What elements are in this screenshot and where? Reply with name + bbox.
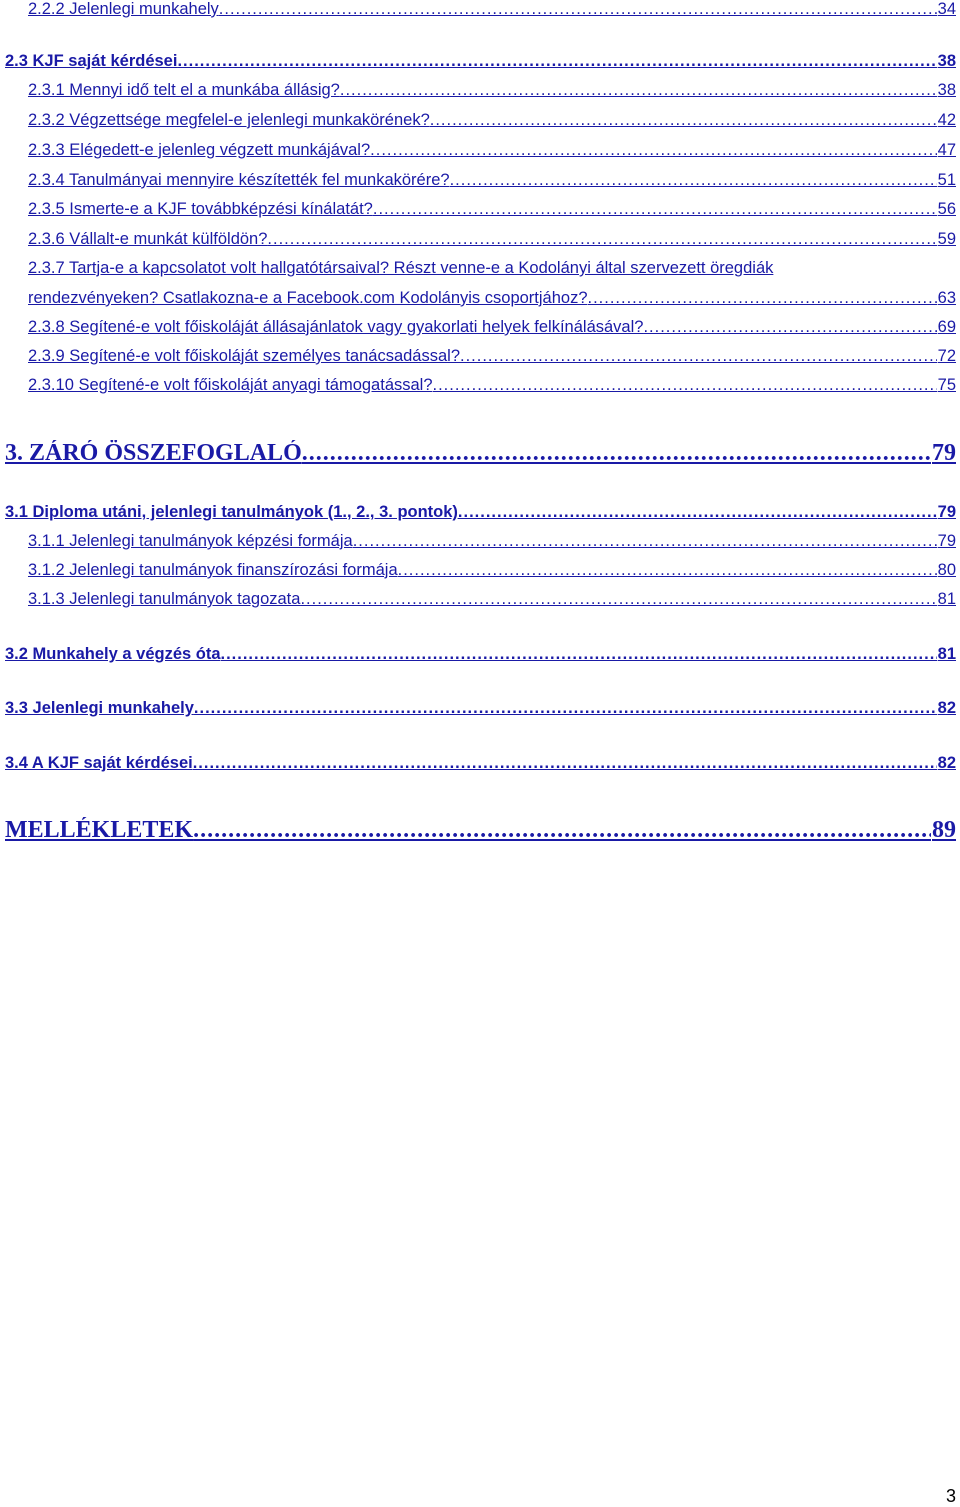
dot-leader [398, 561, 937, 580]
toc-entry-page: 38 [937, 52, 956, 70]
toc-entry-3-1-1[interactable] [28, 532, 956, 551]
toc-entry-mellekletek[interactable] [5, 817, 956, 844]
toc-entry-2-3-1[interactable] [28, 81, 956, 100]
dot-leader [193, 754, 937, 773]
toc-entry-3-3[interactable] [5, 699, 956, 718]
toc-entry-title: 2.3.8 Segítené-e volt főiskoláját állásajánlatok vagy gyakorlati helyek felkínálásával? [28, 318, 644, 336]
toc-entry-2-3-4[interactable] [28, 171, 956, 190]
toc-entry-title: 3.1.2 Jelenlegi tanulmányok finanszírozási formája [28, 561, 398, 579]
toc-entry-2-2-2[interactable] [28, 0, 956, 19]
toc-entry-title: 2.3.4 Tanulmányai mennyire készítették fel munkakörére? [28, 171, 450, 189]
toc-entry-title: 2.3.5 Ismerte-e a KJF továbbképzési kínálatát? [28, 200, 373, 218]
toc-entry-3-1-2[interactable] [28, 561, 956, 580]
toc-entry-2-3[interactable] [5, 52, 956, 71]
toc-entry-title: 3.1.1 Jelenlegi tanulmányok képzési formája [28, 532, 353, 550]
toc-entry-page: 80 [937, 561, 956, 579]
toc-entry-title: rendezvényeken? Csatlakozna-e a Facebook.com Kodolányis csoportjához? [28, 289, 588, 307]
toc-entry-title: 2.3.6 Vállalt-e munkát külföldön? [28, 230, 268, 248]
toc-entry-title: 3.4 A KJF saját kérdései [5, 754, 193, 772]
toc-entry-title: 3.2 Munkahely a végzés óta [5, 645, 221, 663]
toc-entry-title: 2.3.2 Végzettsége megfelel-e jelenlegi munkakörének? [28, 111, 430, 129]
toc-entry-2-3-7-line2[interactable] [28, 289, 956, 308]
toc-entry-title: 3.1 Diploma utáni, jelenlegi tanulmányok (1., 2., 3. pontok) [5, 503, 458, 521]
toc-entry-title: 2.3.1 Mennyi idő telt el a munkába állásig? [28, 81, 340, 99]
toc-entry-2-3-9[interactable] [28, 347, 956, 366]
toc-entry-2-3-5[interactable] [28, 200, 956, 219]
toc-entry-2-3-6[interactable] [28, 230, 956, 249]
toc-entry-2-3-7-line1[interactable]: 2.3.7 Tartja-e a kapcsolatot volt hallgatótársaival? Részt venne-e a Kodolányi által szervezett öregdiák [28, 259, 774, 277]
toc-entry-page: 72 [937, 347, 956, 365]
toc-entry-title: 2.2.2 Jelenlegi munkahely [28, 0, 219, 18]
toc-entry-page: 79 [932, 440, 956, 466]
toc-entry-page: 47 [937, 141, 956, 159]
toc-entry-title: MELLÉKLETEK [5, 817, 194, 843]
dot-leader [194, 699, 937, 718]
toc-entry-2-3-3[interactable] [28, 141, 956, 160]
toc-entry-page: 59 [937, 230, 956, 248]
toc-entry-title: 2.3.9 Segítené-e volt főiskoláját személyes tanácsadással? [28, 347, 460, 365]
dot-leader [267, 230, 936, 249]
toc-entry-page: 81 [937, 590, 956, 608]
dot-leader [433, 376, 937, 395]
toc-entry-2-3-8[interactable] [28, 318, 956, 337]
dot-leader [193, 817, 931, 844]
toc-entry-page: 82 [937, 699, 956, 717]
toc-entry-2-3-10[interactable] [28, 376, 956, 395]
toc-entry-page: 34 [937, 0, 956, 18]
page-number: 3 [945, 1486, 956, 1506]
toc-entry-title: 2.3 KJF saját kérdései [5, 52, 178, 70]
toc-entry-page: 51 [937, 171, 956, 189]
toc-entry-title: 2.3.10 Segítené-e volt főiskoláját anyagi támogatással? [28, 376, 433, 394]
dot-leader [302, 440, 931, 467]
dot-leader [340, 81, 937, 100]
toc-entry-3-1-3[interactable] [28, 590, 956, 609]
toc-entry-page: 82 [937, 754, 956, 772]
dot-leader [643, 318, 936, 337]
dot-leader [588, 289, 937, 308]
dot-leader [353, 532, 937, 551]
dot-leader [177, 52, 936, 71]
toc-entry-3-4[interactable] [5, 754, 956, 773]
dot-leader [373, 200, 937, 219]
toc-entry-3-2[interactable] [5, 645, 956, 664]
toc-entry-page: 56 [937, 200, 956, 218]
toc-entry-page: 75 [937, 376, 956, 394]
dot-leader [219, 0, 937, 19]
toc-entry-page: 89 [932, 817, 956, 843]
dot-leader [460, 347, 937, 366]
toc-entry-page: 38 [937, 81, 956, 99]
toc-entry-page: 42 [937, 111, 956, 129]
toc-entry-title: 3. ZÁRÓ ÖSSZEFOGLALÓ [5, 440, 302, 466]
toc-entry-page: 79 [937, 532, 956, 550]
toc-entry-2-3-2[interactable] [28, 111, 956, 130]
toc-entry-page: 69 [937, 318, 956, 336]
toc-entry-page: 63 [937, 289, 956, 307]
dot-leader [370, 141, 936, 160]
toc-entry-title: 2.3.3 Elégedett-e jelenleg végzett munkájával? [28, 141, 371, 159]
dot-leader [221, 645, 937, 664]
toc-entry-title: 3.1.3 Jelenlegi tanulmányok tagozata [28, 590, 301, 608]
dot-leader [430, 111, 937, 130]
toc-entry-page: 79 [937, 503, 956, 521]
toc-entry-page: 81 [937, 645, 956, 663]
dot-leader [450, 171, 937, 190]
toc-entry-title: 3.3 Jelenlegi munkahely [5, 699, 194, 717]
toc-entry-3[interactable] [5, 440, 956, 467]
dot-leader [300, 590, 936, 609]
toc-entry-3-1[interactable] [5, 503, 956, 522]
dot-leader [458, 503, 937, 522]
